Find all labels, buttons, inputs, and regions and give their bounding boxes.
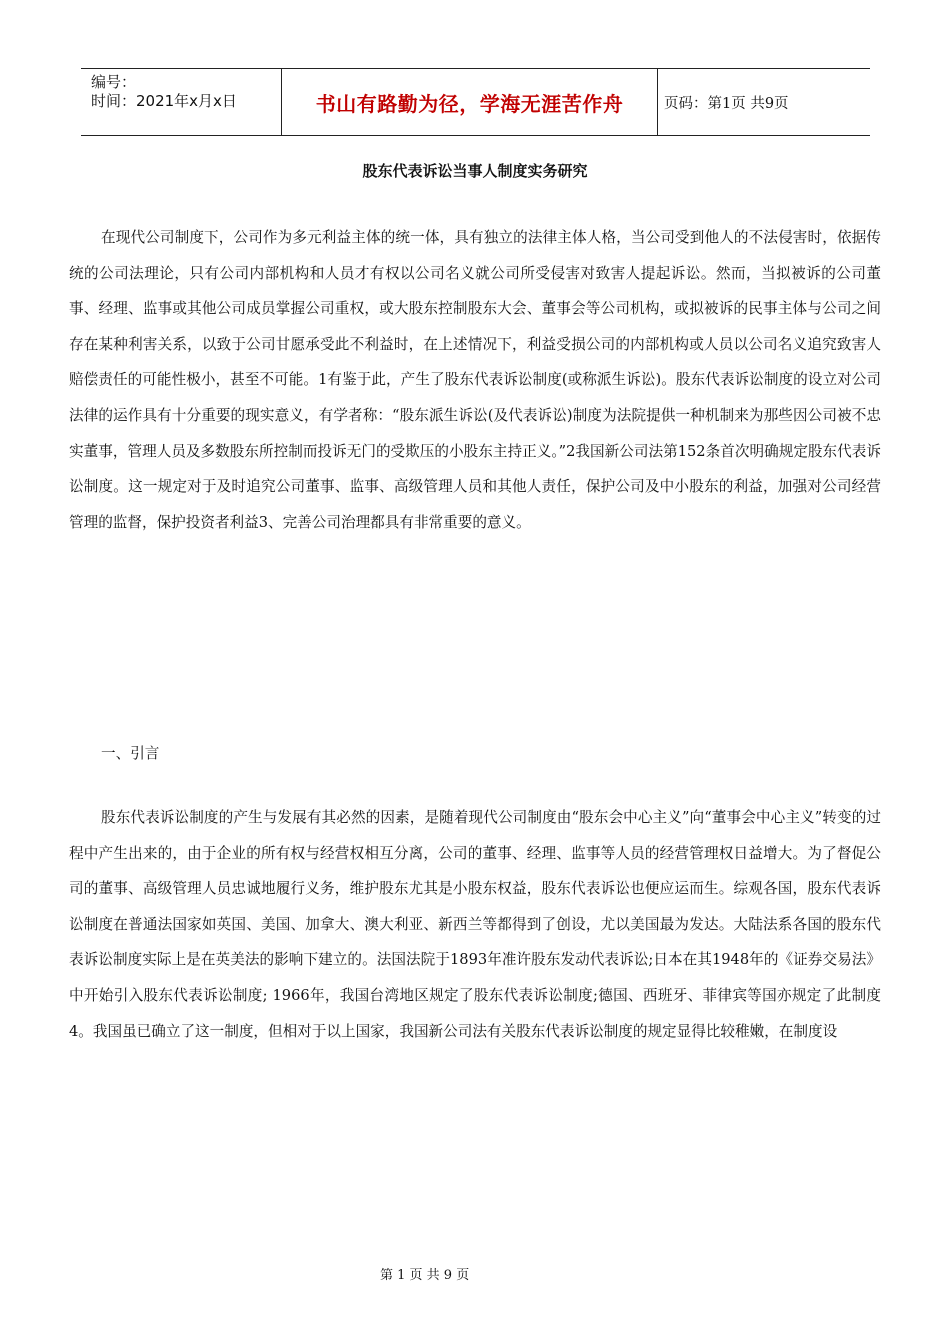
header-page-info: 页码：第1页 共9页 bbox=[664, 95, 789, 112]
paragraph-intro: 在现代公司制度下，公司作为多元利益主体的统一体，具有独立的法律主体人格，当公司受到他人的不法侵害时，依据传统的公司法理论，只有公司内部机构和人员才有权以公司名义就公司所受侵害对致害人提起诉讼。然而，当拟被诉的公司董事、经理、监事或其他公司成员掌握公司重权，或大股东控制股东大会、董事会等公司机构，或拟被诉的民事主体与公司之间存在某种利害关系，以致于公司甘愿承受此不利益时，在上述情况下，利益受损公司的内部机构或人员以公司名义追究致害人赔偿责任的可能性极小，甚至不可能。1有鉴于此，产生了股东代表诉讼制度(或称派生诉讼)。股东代表诉讼制度的设立对公司法律的运作具有十分重要的现实意义，有学者称：“股东派生诉讼(及代表诉讼)制度为法院提供一种机制来为那些因公司被不忠实董事，管理人员及多数股东所控制而投诉无门的受欺压的小股东主持正义。”2我国新公司法第152条首次明确规定股东代表诉讼制度。这一规定对于及时追究公司董事、监事、高级管理人员和其他人责任，保护公司及中小股东的利益，加强对公司经营管理的监督，保护投资者利益3、完善公司治理都具有非常重要的意义。 bbox=[69, 229, 881, 531]
paragraph-introduction-body: 股东代表诉讼制度的产生与发展有其必然的因素，是随着现代公司制度由“股东会中心主义”向“董事会中心主义”转变的过程中产生出来的，由于企业的所有权与经营权相互分离，公司的董事、经理、监事等人员的经营管理权日益增大。为了督促公司的董事、高级管理人员忠诚地履行义务，维护股东尤其是小股东权益，股东代表诉讼也便应运而生。综观各国，股东代表诉讼制度在普通法国家如英国、美国、加拿大、澳大利亚、新西兰等都得到了创设，尤以美国最为发达。大陆法系各国的股东代表诉讼制度实际上是在英美法的影响下建立的。法国法院于1893年准许股东发动代表诉讼;日本在其1948年的《证券交易法》中开始引入股东代表诉讼制度; 1966年，我国台湾地区规定了股东代表诉讼制度;德国、西班牙、菲律宾等国亦规定了此制度4。我国虽已确立了这一制度，但相对于以上国家，我国新公司法有关股东代表诉讼制度的规定显得比较稚嫩，在制度设 bbox=[69, 809, 881, 1040]
document-title: 股东代表诉讼当事人制度实务研究 bbox=[362, 162, 588, 180]
page-footer: 第 1 页 共 9 页 bbox=[380, 1268, 470, 1283]
header-motto: 书山有路勤为径，学海无涯苦作舟 bbox=[281, 69, 658, 135]
document-time-label: 时间：2021年x月x日 bbox=[91, 92, 237, 110]
section-heading: 一、引言 bbox=[101, 745, 160, 762]
header-table bbox=[81, 68, 870, 136]
document-number-label: 编号： bbox=[91, 73, 137, 91]
header-meta bbox=[81, 69, 281, 135]
